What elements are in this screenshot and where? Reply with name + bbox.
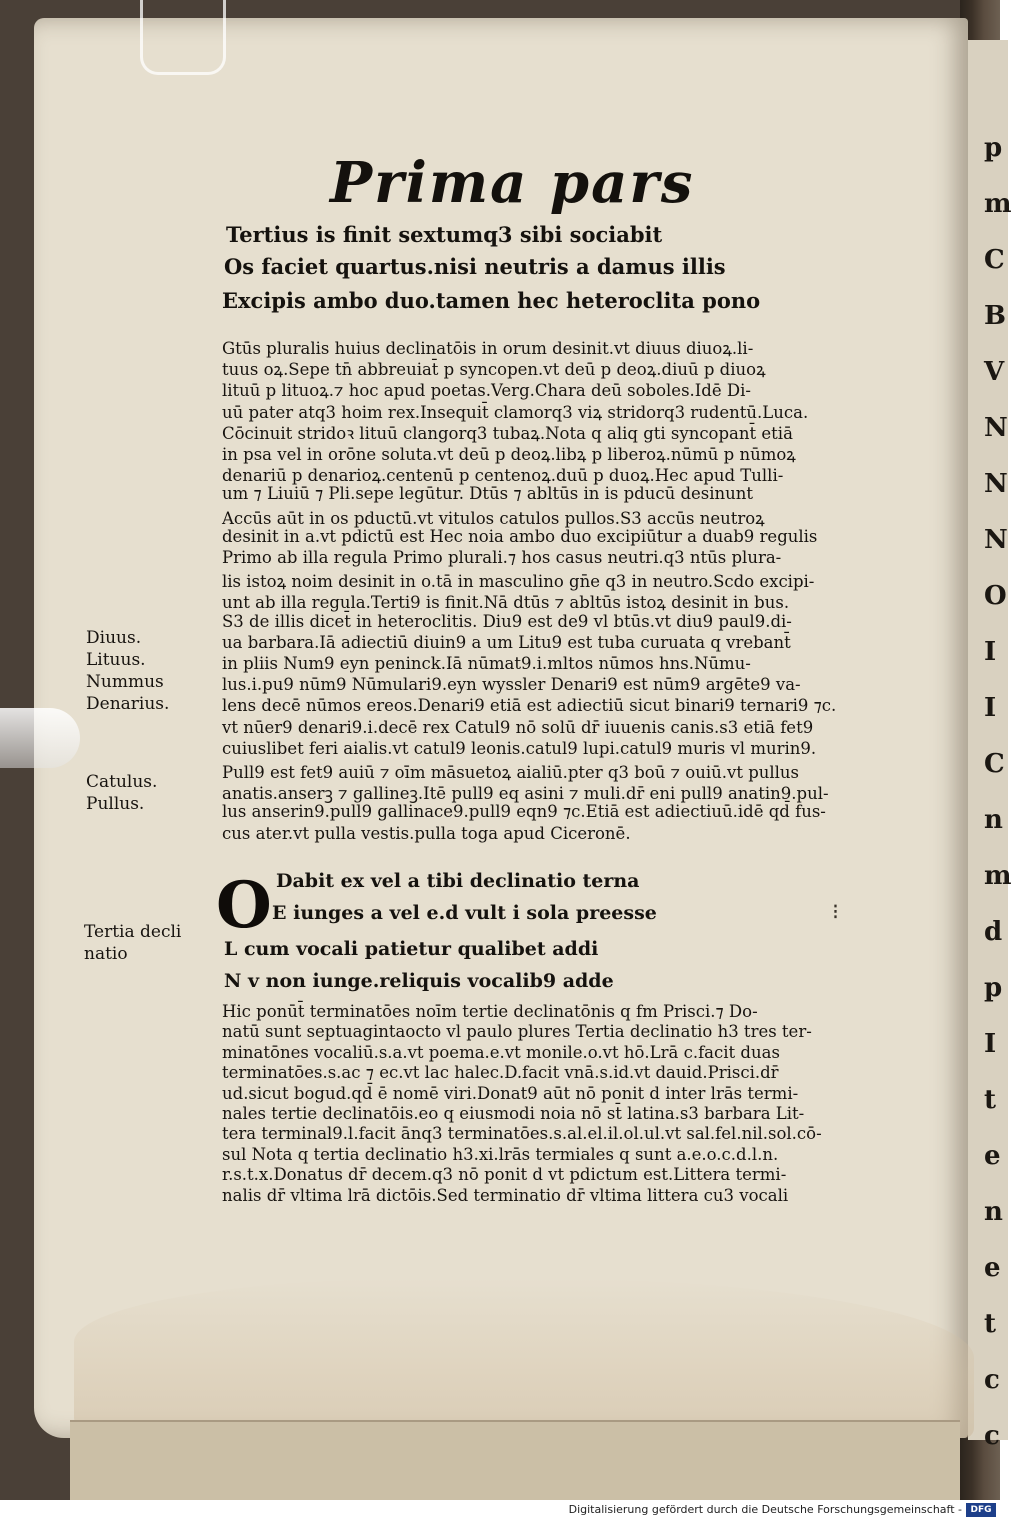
text-line: tera terminal9.l.facit ānq3 terminatōes.s.al.el.il.ol.ul.vt sal.fel.nil.sol.cō- xyxy=(222,1124,822,1144)
text-line: tuus oꝝ.Sepe tn̄ abbreuiat̄ p syncopen.vt deū p deoꝝ.diuū p diuoꝝ xyxy=(222,360,766,380)
water-stain xyxy=(74,1278,974,1438)
page-bottom-edge xyxy=(70,1420,960,1502)
facing-page-letter: I xyxy=(984,637,997,667)
margin-note: Catulus. xyxy=(86,772,158,792)
dfg-logo: DFG xyxy=(966,1503,996,1517)
facing-page-letter: d xyxy=(984,917,1003,947)
facing-page-letter: V xyxy=(984,357,1005,387)
text-line: denariū p denarioꝝ.centenū p centenoꝝ.duū p duoꝝ.Hec apud Tulli- xyxy=(222,466,784,486)
margin-note: natio xyxy=(84,944,128,964)
text-line: ua barbara.Iā adiectiū diuin9 a um Litu9 est tuba curuata q vrebant̄ xyxy=(222,632,791,652)
facing-page-letter: n xyxy=(984,1197,1003,1227)
text-line: Primo ab illa regula Primo plurali.⁊ hos casus neutri.q3 ntūs plura- xyxy=(222,548,782,567)
facing-page-letter: t xyxy=(984,1085,997,1115)
facing-page-letter: C xyxy=(984,245,1005,275)
text-line: lis istoꝝ noim desinit in o.tā in masculino gn̄e q3 in neutro.Scdo excipi- xyxy=(222,572,815,592)
facing-page-letter: N xyxy=(984,413,1008,443)
text-line: vt nūer9 denari9.i.decē rex Catul9 nō solū dr̄ iuuenis canis.s3 etiā fet9 xyxy=(222,717,814,737)
facing-page-letter: c xyxy=(984,1365,1000,1395)
facing-page-letter: N xyxy=(984,469,1008,499)
text-line: r.s.t.x.Donatus dr̄ decem.q3 nō ponit d vt pdictum est.Littera termi- xyxy=(222,1165,787,1185)
text-line: Cōcinuit stridoꝛ lituū clangorq3 tubaꝝ.Nota q aliq gti syncopant̄ etiā xyxy=(222,423,793,443)
margin-note: Tertia decli xyxy=(84,922,182,942)
text-line: Pull9 est fet9 auiū ⁊ oīm māsuetoꝝ aialiū.pter q3 boū ⁊ ouiū.vt pullus xyxy=(222,763,800,782)
margin-note: Pullus. xyxy=(86,794,145,814)
side-clip xyxy=(0,708,80,768)
text-line: Hic ponūt̄ terminatōes noīm tertie declinatōnis q fm Prisci.⁊ Do- xyxy=(222,1002,758,1021)
facing-page-letter: t xyxy=(984,1309,997,1339)
text-line: lituū p lituoꝝ.⁊ hoc apud poetas.Verg.Chara deū soboles.Idē Di- xyxy=(222,381,751,401)
facing-page-letter: n xyxy=(984,805,1003,835)
margin-note: Diuus. xyxy=(86,628,142,648)
text-line: sul Nota q tertia declinatio h3.xi.lrās termiales q sunt a.e.o.c.d.l.n. xyxy=(222,1144,779,1164)
text-line: um ⁊ Liuiū ⁊ Pli.sepe legūtur. Dtūs ⁊ abltūs in is pducū desinunt xyxy=(222,484,754,504)
facing-page-letter: B xyxy=(984,301,1006,331)
facing-page-letter: C xyxy=(984,749,1005,779)
text-line: cus ater.vt pulla vestis.pulla toga apud Ciceronē. xyxy=(222,823,631,843)
text-line: S3 de illis dicet̄ in heteroclitis. Diu9 est de9 vl btūs.vt diu9 paul9.di- xyxy=(222,611,792,631)
facing-page-letter: c xyxy=(984,1421,1000,1451)
text-line: lus anserin9.pull9 gallinace9.pull9 eqn9 ⁊c.Etiā est adiectiuū.idē qd̄ fus- xyxy=(222,802,826,822)
verse-line: Os faciet quartus.nisi neutris a damus illis xyxy=(224,254,726,279)
facing-page-letter: m xyxy=(984,189,1012,219)
verse-line: L cum vocali patietur qualibet addi xyxy=(224,938,599,960)
facing-page-letters xyxy=(984,120,1012,1464)
facing-page-letter: I xyxy=(984,1029,997,1059)
text-line: anatis.anserꝫ ⁊ gallineꝫ.Itē pull9 eq asini ⁊ muli.dr̄ eni pull9 anatin9.pul- xyxy=(222,784,829,804)
margin-mark: ⁝ xyxy=(832,900,839,925)
page-clip xyxy=(140,0,226,75)
initial-letter: O xyxy=(216,868,272,943)
text-line: minatōnes vocaliū.s.a.vt poema.e.vt monile.o.vt hō.Lrā c.facit duas xyxy=(222,1042,780,1062)
footer-credit: Digitalisierung gefördert durch die Deutsche Forschungsgemeinschaft - xyxy=(568,1503,962,1516)
margin-note: Nummus xyxy=(86,672,164,692)
text-line: uū pater atq3 hoim rex.Insequit̄ clamorq3 viꝝ stridorq3 rudentū.Luca. xyxy=(222,402,809,422)
facing-page-letter: p xyxy=(984,973,1003,1003)
margin-note: Denarius. xyxy=(86,694,170,714)
facing-page-letter: m xyxy=(984,861,1012,891)
facing-page-letter: p xyxy=(984,133,1003,163)
text-line: lens decē nūmos ereos.Denari9 etiā est adiectiū sicut binari9 ternari9 ⁊c. xyxy=(222,696,837,716)
verse-line: N v non iunge.reliquis vocalib9 adde xyxy=(224,970,614,992)
text-line: Gtūs pluralis huius declinatōis in orum desinit.vt diuus diuoꝝ.li- xyxy=(222,339,754,358)
facing-page-letter: I xyxy=(984,693,997,723)
facing-page-letter: e xyxy=(984,1141,1001,1171)
verse-line: E iunges a vel e.d vult i sola preesse xyxy=(272,902,657,924)
margin-note: Lituus. xyxy=(86,650,146,670)
verse-line: Tertius is finit sextumq3 sibi sociabit xyxy=(226,222,663,247)
text-line: cuiuslibet feri aialis.vt catul9 leonis.catul9 lupi.catul9 muris vl murin9. xyxy=(222,738,817,758)
facing-page-letter: e xyxy=(984,1253,1001,1283)
verse-line: Dabit ex vel a tibi declinatio terna xyxy=(276,870,640,892)
text-line: Accūs aūt in os pductū.vt vitulos catulos pullos.S3 accūs neutroꝝ xyxy=(222,508,765,528)
footer-bar xyxy=(0,1500,1000,1521)
page-heading: Prima pars xyxy=(330,150,695,216)
text-line: lus.i.pu9 nūm9 Nūmulari9.eyn wyssler Denari9 est nūm9 argēte9 va- xyxy=(222,675,801,695)
verse-line: Excipis ambo duo.tamen hec heteroclita pono xyxy=(222,288,761,313)
facing-page-letter: N xyxy=(984,525,1008,555)
text-line: nalis dr̄ vltima lrā dictōis.Sed terminatio dr̄ vltima littera cu3 vocali xyxy=(222,1185,789,1205)
text-line: natū sunt septuagintaocto vl paulo plures Tertia declinatio h3 tres ter- xyxy=(222,1022,812,1042)
text-line: in psa vel in orōne soluta.vt deū p deoꝝ.libꝝ p liberoꝝ.nūmū p nūmoꝝ xyxy=(222,445,796,464)
text-line: ud.sicut bogud.qd̄ ē nomē viri.Donat9 aūt nō ponit d inter lrās termi- xyxy=(222,1083,799,1103)
text-line: nales tertie declinatōis.eo q eiusmodi noia nō st̄ latina.s3 barbara Lit- xyxy=(222,1104,805,1123)
text-line: in pliis Num9 eyn peninck.Iā nūmat9.i.mltos nūmos hns.Nūmu- xyxy=(222,654,751,673)
text-line: terminatōes.s.ac ⁊ ec.vt lac halec.D.facit vnā.s.id.vt dauid.Prisci.dr̄ xyxy=(222,1063,779,1083)
text-line: desinit in a.vt pdictū est Hec noia ambo duo excipiūtur a duab9 regulis xyxy=(222,526,818,546)
text-line: unt ab illa regula.Terti9 is finit.Nā dtūs ⁊ abltūs istoꝝ desinit in bus. xyxy=(222,593,790,613)
facing-page-letter: O xyxy=(984,581,1007,611)
